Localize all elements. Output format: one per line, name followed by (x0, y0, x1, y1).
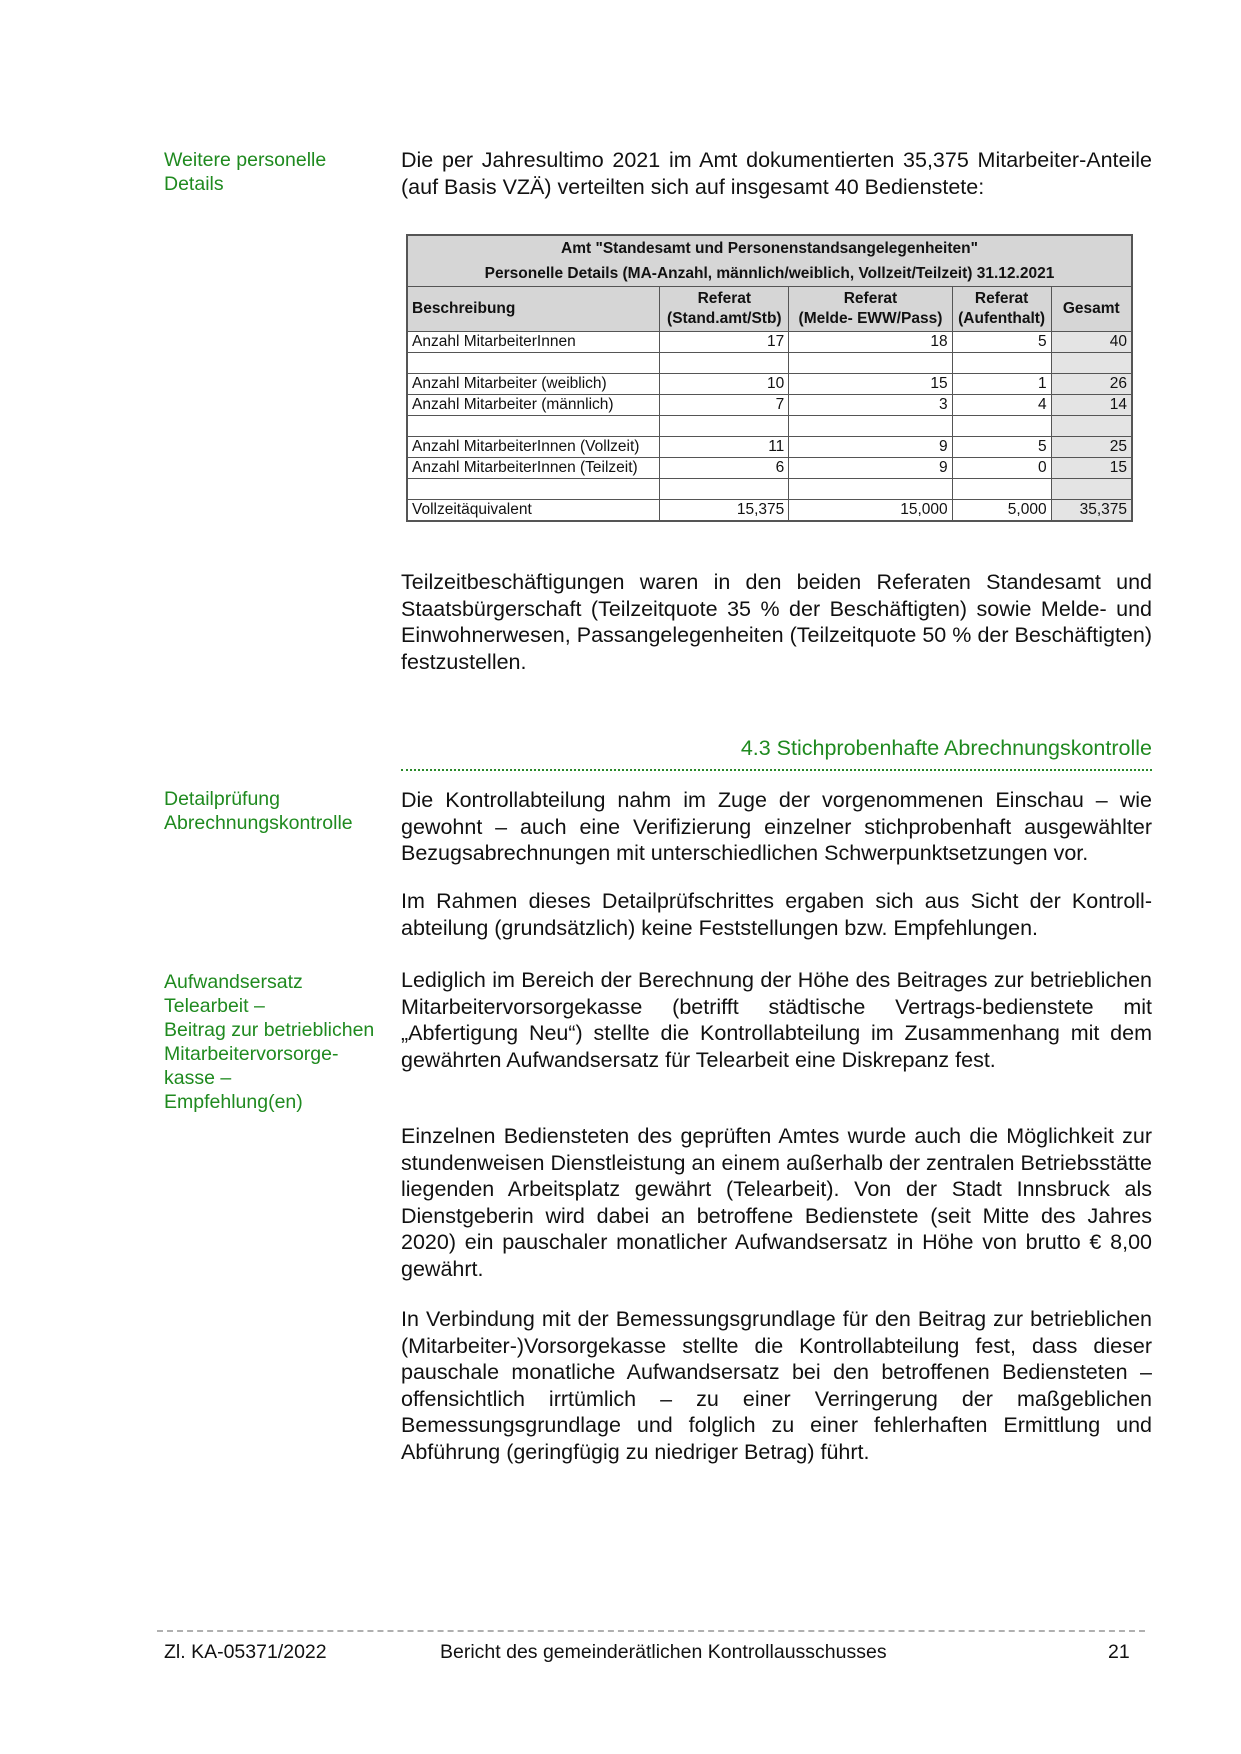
table-row: Anzahl MitarbeiterInnen (Teilzeit) 6 9 0 15 (407, 458, 1132, 479)
page-number: 21 (1108, 1641, 1130, 1663)
table-subtitle: Personelle Details (MA-Anzahl, männlich/weiblich, Vollzeit/Teilzeit) 31.12.2021 (407, 261, 1132, 287)
paragraph-no-findings: Im Rahmen dieses Detailprüfschrittes ergaben sich aus Sicht der Kontroll-abteilung (grundsätzlich) keine Feststellungen bzw. Empfehlungen. (401, 889, 1152, 940)
table-spacer-row (407, 353, 1132, 374)
footer-reference: Zl. KA-05371/2022 (164, 1641, 327, 1663)
intro-paragraph: Die per Jahresultimo 2021 im Amt dokumentierten 35,375 Mitarbeiter-Anteile (auf Basis VZÄ) verteilten sich auf insgesamt 40 Bedienstete: (401, 148, 1152, 199)
part-time-paragraph: Teilzeitbeschäftigungen waren in den beiden Referaten Standesamt und Staatsbürgerschaft (Teilzeitquote 35 % der Beschäftigten) sowie Melde- und Einwohnerwesen, Passangelegenheiten (Teilzeitquote 50 % der Beschäftigten) festzustellen. (401, 570, 1152, 674)
footer-divider (157, 1630, 1145, 1632)
side-note-personnel: Weitere personelle Details (164, 149, 327, 195)
header-referat-aufenthalt: Referat (Aufenthalt) (952, 287, 1051, 332)
side-note-detail: Detailprüfung Abrechnungskontrolle (164, 788, 353, 834)
table-row: Anzahl Mitarbeiter (männlich) 7 3 4 14 (407, 395, 1132, 416)
table-title-row (407, 235, 1132, 261)
table-row: Anzahl Mitarbeiter (weiblich) 10 15 1 26 (407, 374, 1132, 395)
table-header-row (407, 287, 1132, 332)
header-description: Beschreibung (407, 287, 660, 332)
paragraph-discrepancy: Lediglich im Bereich der Berechnung der Höhe des Beitrages zur betrieblichen Mitarbeitervorsorgekasse (betrifft städtische Vertrags-bedienstete mit „Abfertigung Neu“) stellte die Kontrollabteilung im Zusammenhang mit dem gewährten Aufwandsersatz für Telearbeit eine Diskrepanz fest. (401, 968, 1152, 1072)
table-row: Anzahl MitarbeiterInnen (Vollzeit) 11 9 5 25 (407, 437, 1132, 458)
header-referat-melde: Referat (Melde- EWW/Pass) (789, 287, 952, 332)
paragraph-verification: Die Kontrollabteilung nahm im Zuge der vorgenommenen Einschau – wie gewohnt – auch eine Verifizierung einzelner stichprobenhaft ausgewählter Bezugsabrechnungen mit unterschiedlichen Schwerpunktsetzungen vor. (401, 788, 1152, 865)
table-subtitle-row (407, 261, 1132, 287)
side-note-telearbeit: Aufwandsersatz Telearbeit – Beitrag zur betrieblichen Mitarbeitervorsorge- kasse – Empfehlung(en) (164, 971, 375, 1113)
paragraph-assessment: In Verbindung mit der Bemessungsgrundlage für den Beitrag zur betrieblichen (Mitarbeiter-)Vorsorgekasse stellte die Kontrollabteilung fest, dass dieser pauschale monatliche Aufwandsersatz bei den betroffenen Bediensteten – offensichtlich irrtümlich – zu einer Verringerung der maßgeblichen Bemessungsgrundlage und folglich zu einer fehlerhaften Ermittlung und Abführung (geringfügig zu niedriger Betrag) führt. (401, 1307, 1152, 1464)
header-referat-standesamt: Referat (Stand.amt/Stb) (660, 287, 789, 332)
section-heading: 4.3 Stichprobenhafte Abrechnungskontrolle (401, 733, 1152, 771)
table-spacer-row (407, 416, 1132, 437)
table-row: Vollzeitäquivalent 15,375 15,000 5,000 35,375 (407, 500, 1132, 522)
paragraph-telearbeit: Einzelnen Bediensteten des geprüften Amtes wurde auch die Möglichkeit zur stundenweisen Dienstleistung an einem außerhalb der zentralen Betriebsstätte liegenden Arbeitsplatz gewährt (Telearbeit). Von der Stadt Innsbruck als Dienstgeberin wird dabei an betroffene Bedienstete (seit Mitte des Jahres 2020) ein pauschaler monatlicher Aufwandsersatz in Höhe von brutto € 8,00 gewährt. (401, 1124, 1152, 1281)
personnel-table (406, 234, 1133, 522)
table-spacer-row (407, 479, 1132, 500)
table-title: Amt "Standesamt und Personenstandsangelegenheiten" (407, 235, 1132, 261)
table-row: Anzahl MitarbeiterInnen 17 18 5 40 (407, 332, 1132, 353)
footer-title: Bericht des gemeinderätlichen Kontrollausschusses (440, 1641, 887, 1663)
header-total: Gesamt (1051, 287, 1132, 332)
